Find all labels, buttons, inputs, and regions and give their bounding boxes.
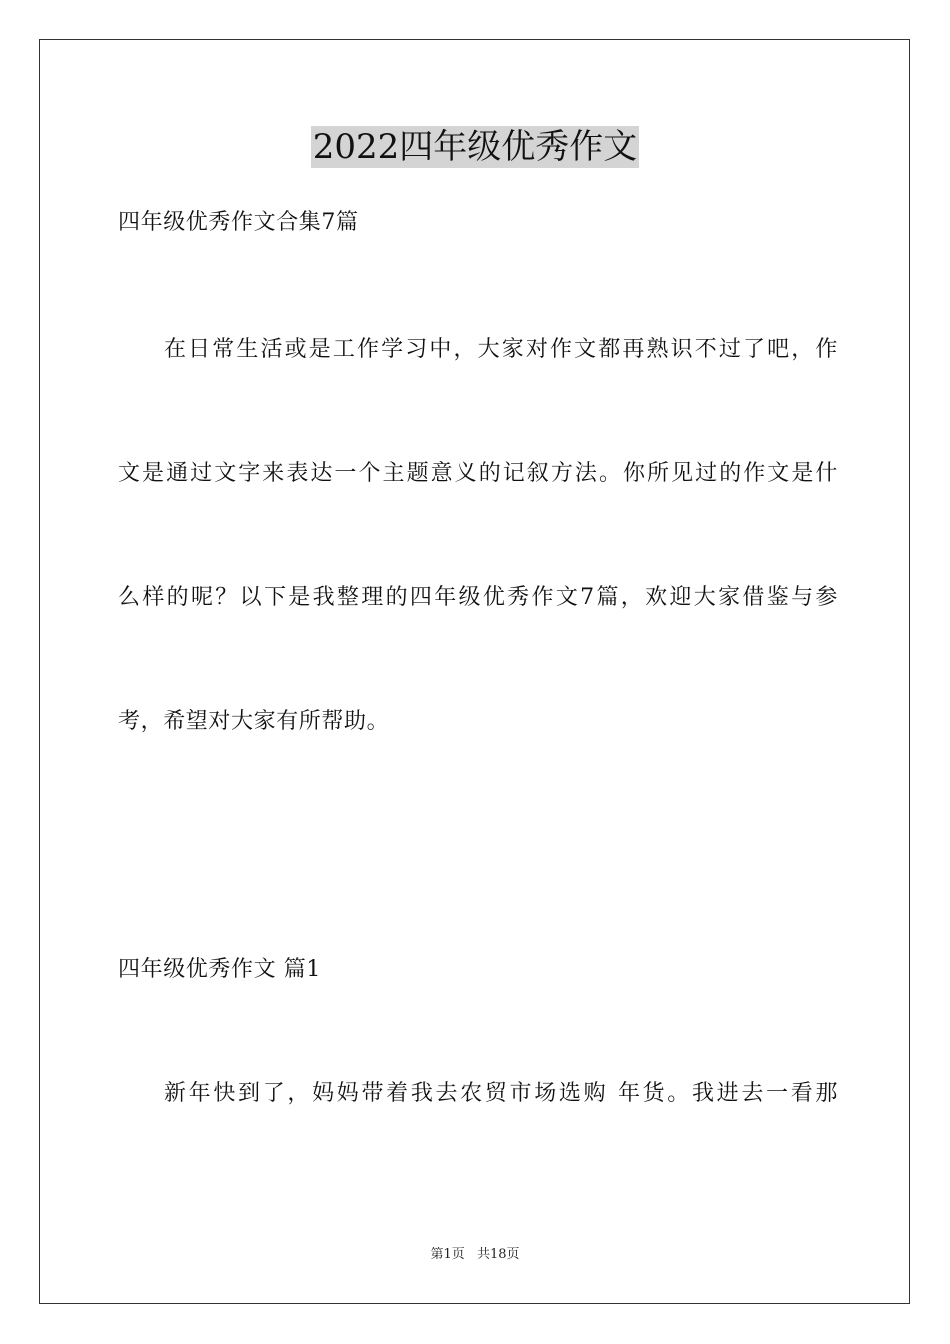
section-heading: 四年级优秀作文 篇1 (118, 957, 321, 982)
intro-line-2: 文是通过文字来表达一个主题意义的记叙方法。你所见过的作文是什 (118, 461, 838, 486)
page-footer (0, 1246, 950, 1264)
total-pages: 共18页 (476, 1247, 520, 1262)
page-number: 第1页 (430, 1247, 465, 1262)
section-line-1: 新年快到了，妈妈带着我去农贸市场选购 年货。我进去一看那 (164, 1081, 838, 1106)
intro-line-4: 考，希望对大家有所帮助。 (118, 709, 390, 734)
intro-line-3: 么样的呢？以下是我整理的四年级优秀作文7篇，欢迎大家借鉴与参 (118, 585, 838, 610)
title-container (0, 126, 950, 168)
document-subtitle: 四年级优秀作文合集7篇 (118, 210, 359, 235)
intro-line-1: 在日常生活或是工作学习中，大家对作文都再熟识不过了吧，作 (164, 337, 838, 362)
document-title: 2022四年级优秀作文 (312, 127, 638, 167)
